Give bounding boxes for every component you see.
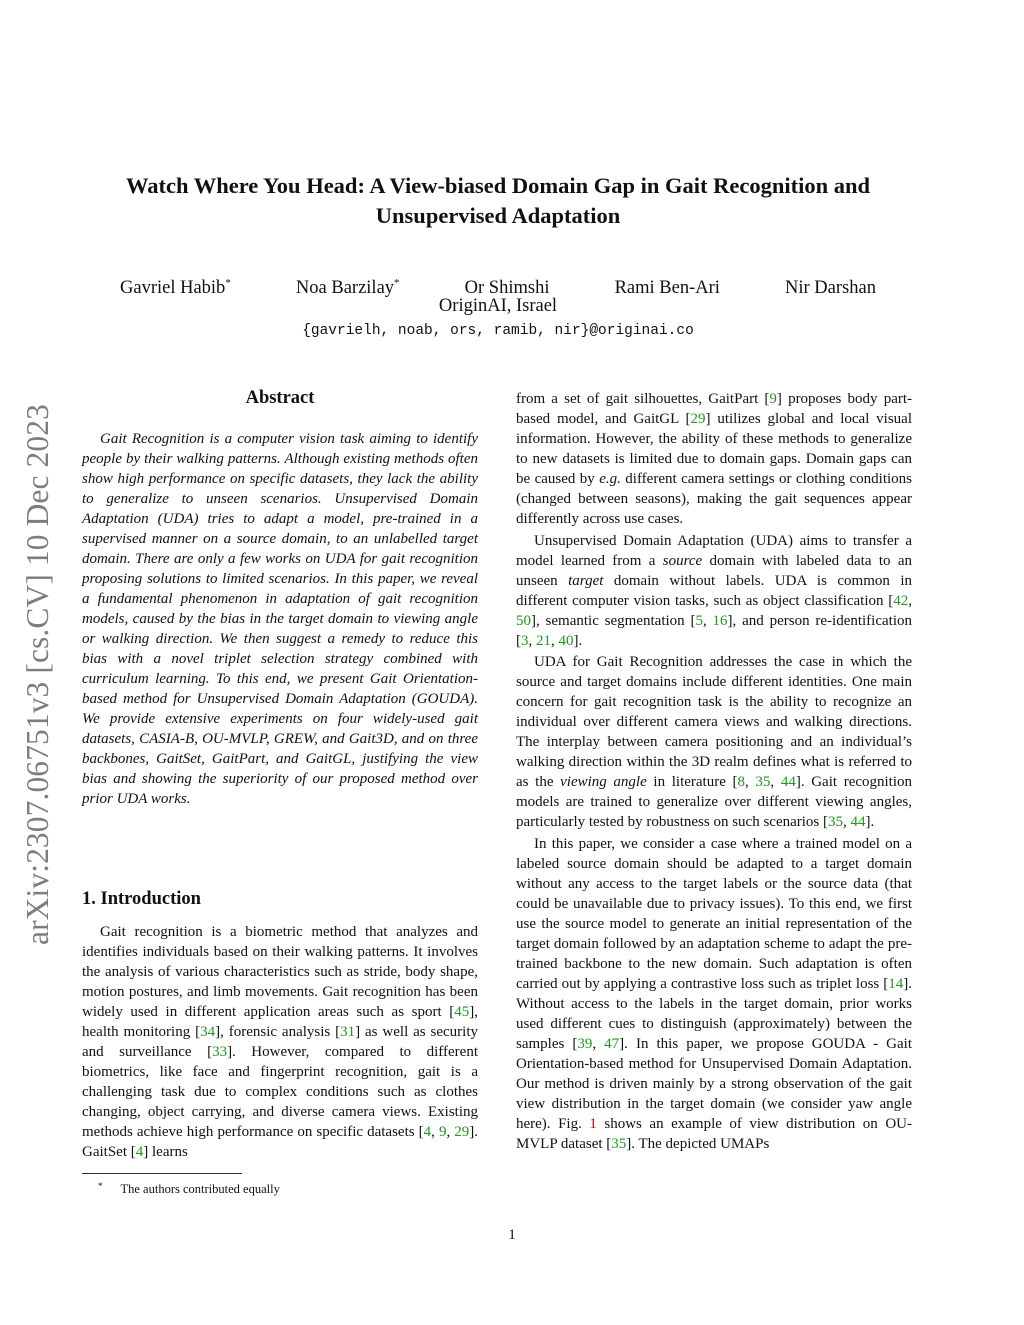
citation-link[interactable]: 47 <box>604 1035 620 1052</box>
paragraph <box>82 922 478 1162</box>
citation-link[interactable]: 4 <box>423 1124 432 1140</box>
citation-link[interactable]: 44 <box>780 774 796 790</box>
emphasis-text: target <box>568 572 604 589</box>
text-run: , <box>528 632 536 649</box>
citation-link[interactable]: 50 <box>516 612 531 629</box>
citation-link[interactable]: 5 <box>695 612 703 629</box>
text-run: , <box>908 592 912 609</box>
emphasis-text: e.g. <box>599 471 621 487</box>
abstract-heading: Abstract <box>245 388 315 408</box>
citation-link[interactable]: 3 <box>521 632 529 649</box>
text-run: Unsupervised Domain Adaptation (UDA) aims to transfer a model learned from a <box>516 532 912 569</box>
citation-link[interactable]: 9 <box>438 1124 447 1140</box>
text-run: shows an example of view distribution on OU-MVLP dataset [ <box>516 1115 912 1152</box>
citation-link[interactable]: 39 <box>577 1035 593 1052</box>
title-line-2: Unsupervised Adaptation <box>375 203 621 228</box>
citation-link[interactable]: 29 <box>454 1124 470 1140</box>
text-run: domain with labeled data to an unseen <box>516 552 912 589</box>
paragraph <box>516 531 912 651</box>
author: Noa Barzilay* <box>295 277 400 298</box>
text-run: ]. GaitSet [ <box>82 1124 478 1160</box>
text-run: , <box>446 1124 455 1140</box>
abstract-text <box>82 429 478 809</box>
citation-link[interactable]: 21 <box>536 632 551 649</box>
figure-reference-link[interactable]: 1 <box>589 1115 597 1132</box>
citation-link[interactable]: 35 <box>611 1135 627 1152</box>
text-run: ]. In this paper, we propose GOUDA - Gait Orientation-based method for Unsupervised Domain Adaptation. Our method is driven mainly by a strong observation of the gait view distribution in the target domain (we consider yaw angle here). Fig. <box>516 1035 913 1132</box>
paragraph <box>516 389 912 529</box>
footnote-rule <box>82 1173 242 1174</box>
author: Gavriel Habib* <box>120 277 231 298</box>
text-run: , <box>843 814 851 830</box>
author: Rami Ben-Ari <box>614 278 720 298</box>
citation-link[interactable]: 40 <box>558 632 574 649</box>
citation-link[interactable]: 9 <box>769 391 777 407</box>
text-run: , <box>592 1035 605 1052</box>
page-number: 1 <box>508 1227 516 1243</box>
text-run: ] proposes body part-based model, and GaitGL [ <box>516 391 913 427</box>
paragraph <box>516 652 912 832</box>
text-run: In this paper, we consider a case where a trained model on a labeled source domain should be adapted to a target domain without any access to the target labels or the source data (that could be unavailable due to privacy issues). To this end, we first use the source model to generate an initial representation of the target domain followed by an adaptation scheme to adapt the pre-trained backbone to the new domain. Such adaptation is often carried out by applying a contrastive loss such as triplet loss [ <box>516 835 912 992</box>
citation-link[interactable]: 16 <box>712 612 728 629</box>
text-run: , <box>431 1124 439 1140</box>
citation-link[interactable]: 44 <box>850 814 866 830</box>
text-run: ]. Without access to the labels in the target domain, prior works used different cues to distinguish (approximately) between the samples [ <box>516 975 912 1052</box>
text-run: in literature [ <box>646 774 738 790</box>
paragraph <box>516 834 912 1154</box>
introduction-left-column <box>82 922 478 1162</box>
citation-link[interactable]: 4 <box>135 1144 144 1160</box>
paper-title <box>80 171 916 231</box>
text-run: ]. However, compared to different biometrics, like face and fingerprint recognition, gait is a challenging task due to complex conditions such as clothes changing, object carrying, and diverse camera views. Existing methods achieve high performance on specific datasets [ <box>82 1044 478 1140</box>
text-run: ] utilizes global and local visual information. However, the ability of these methods to generalize to new datasets is limited due to domain gaps. Domain gaps can be caused by <box>516 411 912 487</box>
text-run: different camera settings or clothing conditions (changed between seasons), making the gait sequences appear differently across use cases. <box>516 471 912 527</box>
citation-link[interactable]: 31 <box>340 1024 356 1040</box>
footnote: * The authors contributed equally <box>98 1181 280 1196</box>
text-run: from a set of gait silhouettes, GaitPart [ <box>516 391 770 407</box>
emphasis-text: viewing angle <box>560 774 647 790</box>
introduction-right-column <box>516 389 912 1154</box>
text-run: ]. <box>573 632 583 649</box>
citation-link[interactable]: 35 <box>755 774 771 790</box>
title-line-1: Watch Where You Head: A View-biased Domain Gap in Gait Recognition and <box>125 173 871 198</box>
citation-link[interactable]: 42 <box>893 592 909 609</box>
text-run: ]. Gait recognition models are trained to generalize over different viewing angles, particularly tested by robustness on such scenarios [ <box>516 774 913 830</box>
text-run: , <box>770 774 781 790</box>
author: Nir Darshan <box>785 278 876 298</box>
abstract-paragraph: Gait Recognition is a computer vision task aiming to identify people by their walking patterns. Although existing methods often show high performance on specific datasets, they lack the ability to generalize to unseen scenarios. Unsupervised Domain Adaptation (UDA) tries to adapt a model, pre-trained in a supervised manner on a source domain, to an unlabelled target domain. There are only a few works on UDA for gait recognition proposing solutions to limited scenarios. In this paper, we reveal a fundamental phenomenon in adaptation of gait recognition models, caused by the bias in the target domain to viewing angle or walking direction. We then suggest a remedy to reduce this bias with a novel triplet selection strategy combined with curriculum learning. To this end, we present Gait Orientation-based method for Unsupervised Domain Adaptation (GOUDA). We provide extensive experiments on four widely-used gait datasets, CASIA-B, OU-MVLP, GREW, and Gait3D, and on three backbones, GaitSet, GaitPart, and GaitGL, justifying the view bias and showing the superiority of our proposed method over prior UDA works. <box>82 431 478 807</box>
author: Or Shimshi <box>464 278 550 298</box>
text-run: UDA for Gait Recognition addresses the case in which the source and target domains include different identities. One main concern for gait recognition task is the ability to recognize an individual over different camera views and walking directions. The interplay between camera positioning and an individual’s walking direction within the 3D realm defines what is referred to as the <box>516 654 912 790</box>
citation-link[interactable]: 8 <box>737 774 746 790</box>
text-run: ], semantic segmentation [ <box>531 612 696 629</box>
text-run: ] as well as security and surveillance [ <box>82 1024 478 1060</box>
citation-link[interactable]: 45 <box>454 1004 470 1020</box>
citation-link[interactable]: 33 <box>212 1044 228 1060</box>
section-heading-introduction: 1. Introduction <box>82 889 201 909</box>
text-run: ] learns <box>143 1144 188 1160</box>
text-run: ], and person re-identification [ <box>516 612 912 649</box>
citation-link[interactable]: 29 <box>690 411 706 427</box>
text-run: ]. <box>865 814 875 830</box>
text-run: ], forensic analysis [ <box>215 1024 341 1040</box>
citation-link[interactable]: 35 <box>828 814 844 830</box>
emphasis-text: source <box>662 552 703 569</box>
citation-link[interactable]: 14 <box>888 975 904 992</box>
text-run: Gait recognition is a biometric method that analyzes and identifies individuals based on their walking patterns. It involves the analysis of various characteristics such as stride, body shape, motion postures, and limb movements. Gait recognition has been widely used in different application areas such as sport [ <box>82 924 478 1020</box>
citation-link[interactable]: 34 <box>200 1024 216 1040</box>
arxiv-identifier: arXiv:2307.06751v3 [cs.CV] 10 Dec 2023 <box>20 404 55 945</box>
text-run: domain without labels. UDA is common in different computer vision tasks, such as object classification [ <box>516 572 913 609</box>
text-run: , <box>702 612 713 629</box>
author-email: {gavrielh, noab, ors, ramib, nir}@originai.co <box>302 323 694 339</box>
text-run: , <box>745 774 756 790</box>
text-run: , <box>551 632 559 649</box>
affiliation: OriginAI, Israel <box>438 296 558 316</box>
text-run: ], health monitoring [ <box>82 1004 478 1040</box>
text-run: ]. The depicted UMAPs <box>626 1135 770 1152</box>
